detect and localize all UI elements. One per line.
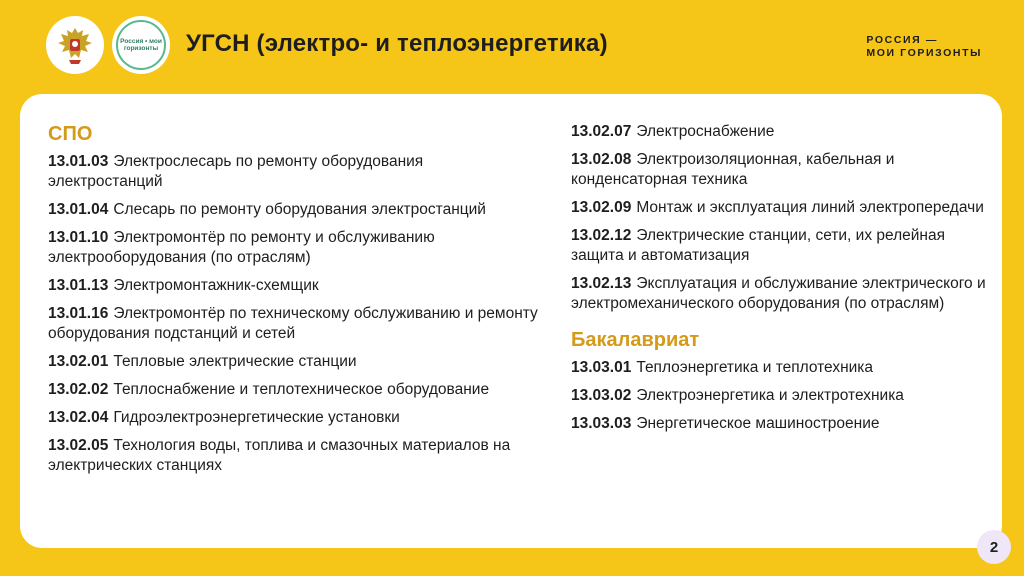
- item-title: Электроизоляционная, кабельная и конденсаторная техника: [571, 151, 895, 188]
- list-item: [48, 152, 538, 192]
- list-item: [571, 150, 991, 190]
- item-title: Гидроэлектроэнергетические установки: [113, 409, 400, 426]
- list-item: [48, 352, 538, 372]
- item-title: Электромонтажник-схемщик: [113, 277, 319, 294]
- item-code: 13.03.03: [571, 415, 632, 432]
- list-item: [571, 122, 991, 142]
- item-title: Электромонтёр по техническому обслуживанию и ремонту оборудования подстанций и сетей: [48, 305, 538, 342]
- item-code: 13.01.13: [48, 277, 109, 294]
- list-item: [571, 358, 991, 378]
- brand-line-2: МОИ ГОРИЗОНТЫ: [866, 47, 982, 59]
- item-code: 13.02.13: [571, 275, 632, 292]
- item-title: Электрослесарь по ремонту оборудования электростанций: [48, 153, 424, 190]
- item-code: 13.02.08: [571, 151, 632, 168]
- item-title: Электроэнергетика и электротехника: [636, 387, 904, 404]
- list-item: [571, 386, 991, 406]
- list-item: [48, 408, 538, 428]
- list-item: [48, 380, 538, 400]
- list-item: [571, 198, 991, 218]
- item-code: 13.02.01: [48, 353, 109, 370]
- left-column: [48, 122, 538, 484]
- page-number-badge: 2: [977, 530, 1011, 564]
- item-code: 13.03.02: [571, 387, 632, 404]
- item-title: Монтаж и эксплуатация линий электропередачи: [636, 199, 984, 216]
- ministry-emblem-logo: [46, 16, 104, 74]
- right-column: [571, 122, 991, 442]
- item-code: 13.02.05: [48, 437, 109, 454]
- item-code: 13.03.01: [571, 359, 632, 376]
- item-code: 13.02.04: [48, 409, 109, 426]
- horizons-logo-text: Россия • мои горизонты: [120, 38, 162, 52]
- eagle-emblem-icon: [52, 22, 98, 68]
- horizons-logo-ring: [116, 20, 166, 70]
- item-code: 13.02.12: [571, 227, 632, 244]
- list-item: [48, 304, 538, 344]
- list-item: [48, 200, 538, 220]
- bachelor-heading: Бакалавриат: [571, 329, 700, 351]
- item-title: Электроснабжение: [636, 123, 775, 140]
- list-item: [571, 226, 991, 266]
- item-code: 13.01.10: [48, 229, 109, 246]
- list-item: [48, 436, 538, 476]
- page-title: УГСН (электро- и теплоэнергетика): [186, 30, 608, 57]
- item-code: 13.02.07: [571, 123, 632, 140]
- list-item: [48, 228, 538, 268]
- item-title: Тепловые электрические станции: [113, 353, 357, 370]
- item-code: 13.01.04: [48, 201, 109, 218]
- item-title: Теплоэнергетика и теплотехника: [636, 359, 874, 376]
- item-code: 13.01.03: [48, 153, 109, 170]
- list-item: [571, 414, 991, 434]
- item-code: 13.02.02: [48, 381, 109, 398]
- item-code: 13.01.16: [48, 305, 109, 322]
- list-item: [48, 276, 538, 296]
- brand-line-1: РОССИЯ —: [866, 34, 938, 46]
- item-title: Теплоснабжение и теплотехническое оборудование: [113, 381, 490, 398]
- item-title: Электромонтёр по ремонту и обслуживанию электрооборудования (по отраслям): [48, 229, 435, 266]
- brand-wordmark: [866, 34, 982, 60]
- russia-my-horizons-logo: [112, 16, 170, 74]
- spo-heading: СПО: [48, 123, 93, 145]
- list-item: [571, 274, 991, 314]
- item-title: Эксплуатация и обслуживание электрического и электромеханического оборудования (по отраслям): [571, 275, 986, 312]
- item-title: Энергетическое машиностроение: [636, 415, 880, 432]
- item-title: Слесарь по ремонту оборудования электростанций: [113, 201, 486, 218]
- content-card: [20, 94, 1002, 548]
- item-title: Электрические станции, сети, их релейная защита и автоматизация: [571, 227, 946, 264]
- item-title: Технология воды, топлива и смазочных материалов на электрических станциях: [48, 437, 511, 474]
- item-code: 13.02.09: [571, 199, 632, 216]
